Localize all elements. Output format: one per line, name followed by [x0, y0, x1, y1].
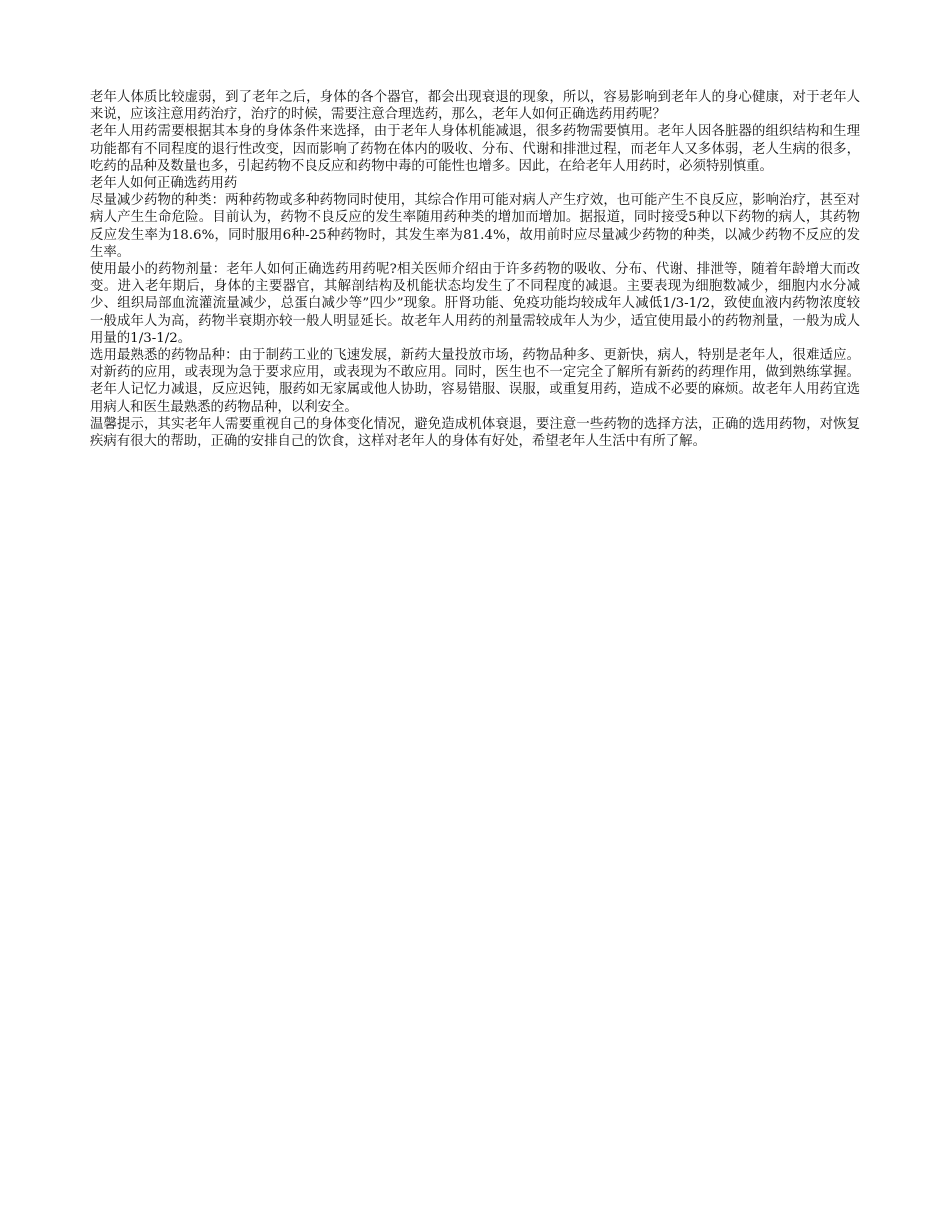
article-body [90, 89, 860, 450]
familiar-drugs-paragraph: 选用最熟悉的药物品种：由于制药工业的飞速发展，新药大量投放市场，药物品种多、更新快，病人，特别是老年人，很难适应。对新药的应用，或表现为急于要求应用，或表现为不敢应用。同时，医生也不一定完全了解所有新药的药理作用，做到熟练掌握。老年人记忆力减退，反应迟钝，服药如无家属或他人协助，容易错服、误服，或重复用药，造成不必要的麻烦。故老年人用药宜选用病人和医生最熟悉的药物品种，以利安全。 [90, 348, 860, 415]
section-heading: 老年人如何正确选药用药 [90, 176, 238, 192]
intro-paragraph: 老年人体质比较虚弱，到了老年之后，身体的各个器官，都会出现衰退的现象，所以，容易影响到老年人的身心健康，对于老年人来说，应该注意用药治疗，治疗的时候，需要注意合理选药，那么，老年人如何正确选药用药呢？ [90, 90, 860, 123]
background-paragraph: 老年人用药需要根据其本身的身体条件来选择，由于老年人身体机能减退，很多药物需要慎用。老年人因各脏器的组织结构和生理功能都有不同程度的退行性改变，因而影响了药物在体内的吸收、分布、代谢和排泄过程，而老年人又多体弱，老人生病的很多，吃药的品种及数量也多，引起药物不良反应和药物中毒的可能性也增多。因此，在给老年人用药时，必须特别慎重。 [90, 124, 860, 174]
minimum-dose-paragraph: 使用最小的药物剂量：老年人如何正确选药用药呢?相关医师介绍由于许多药物的吸收、分布、代谢、排泄等，随着年龄增大而改变。进入老年期后，身体的主要器官，其解剖结构及机能状态均发生了不同程度的减退。主要表现为细胞数减少，细胞内水分减少、组织局部血流灌流量减少，总蛋白减少等”四少”现象。肝肾功能、免疫功能均较成年人减低1/3-1/2，致使血液内药物浓度较一般成年人为高，药物半衰期亦较一般人明显延长。故老年人用药的剂量需较成年人为少，适宜使用最小的药物剂量，一般为成人用量的1/3-1/2。 [90, 262, 860, 346]
reduce-drug-types-paragraph: 尽量减少药物的种类：两种药物或多种药物同时使用，其综合作用可能对病人产生疗效，也可能产生不良反应，影响治疗，甚至对病人产生生命危险。目前认为，药物不良反应的发生率随用药种类的增加而增加。据报道，同时接受5种以下药物的病人，其药物反应发生率为18.6%，同时服用6种-25种药物时，其发生率为81.4%，故用前时应尽量减少药物的种类，以减少药物不反应的发生率。 [90, 193, 860, 260]
tips-paragraph: 温馨提示，其实老年人需要重视自己的身体变化情况，避免造成机体衰退，要注意一些药物的选择方法，正确的选用药物，对恢复疾病有很大的帮助，正确的安排自己的饮食，这样对老年人的身体有好处，希望老年人生活中有所了解。 [90, 416, 860, 450]
